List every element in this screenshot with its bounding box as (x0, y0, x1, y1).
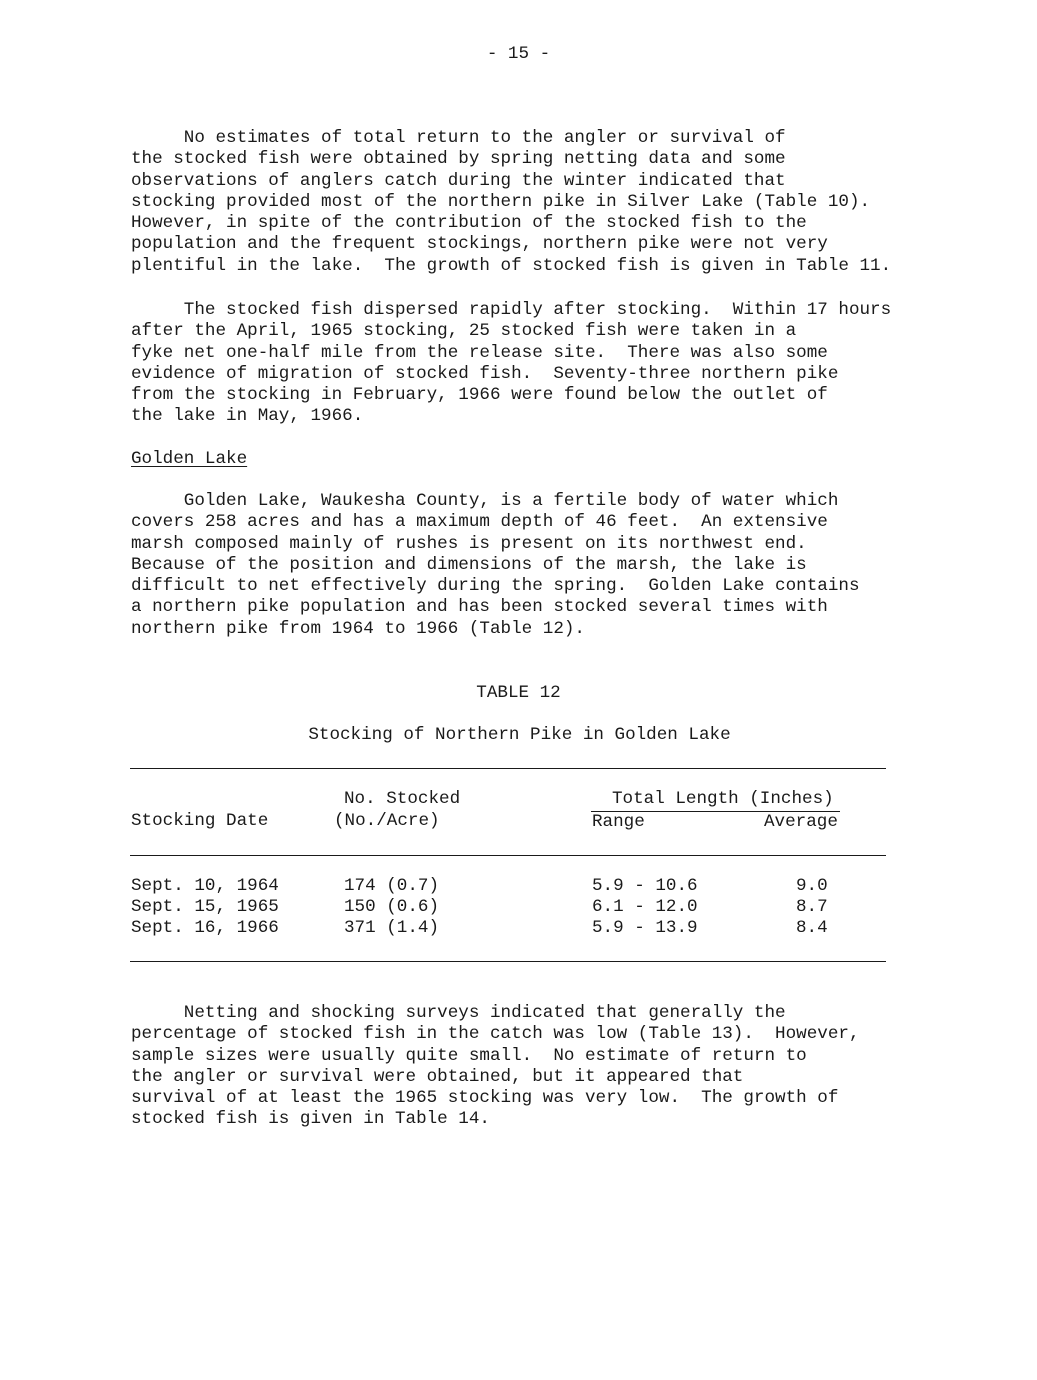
header-stocking-date: Stocking Date (131, 811, 269, 831)
cell-stocked: 174 (0.7) (344, 876, 440, 896)
table-bottom-rule (130, 961, 886, 962)
header-no-stocked: No. Stocked (344, 789, 461, 809)
cell-average: 9.0 (796, 876, 828, 896)
header-average: Average (764, 812, 838, 832)
cell-average: 8.4 (796, 918, 828, 938)
paragraph-dispersal: The stocked fish dispersed rapidly after stocking. Within 17 hours after the April, 1965 stocking, 25 stocked fish were taken in a fyke net one-half mile from the release site. There was also some evidence of migration of stocked fish. Seventy-three northern pike from the stocking in February, 1966 were found below the outlet of the lake in May, 1966. (131, 300, 892, 427)
table-top-rule (130, 768, 886, 769)
table-title: Stocking of Northern Pike in Golden Lake (308, 725, 731, 745)
header-no-per-acre: (No./Acre) (334, 811, 440, 831)
cell-range: 6.1 - 12.0 (592, 897, 698, 917)
header-range: Range (592, 812, 645, 832)
section-heading-golden-lake: Golden Lake (131, 449, 248, 469)
cell-stocked: 371 (1.4) (344, 918, 440, 938)
cell-date: Sept. 16, 1966 (131, 918, 279, 938)
cell-date: Sept. 15, 1965 (131, 897, 279, 917)
cell-date: Sept. 10, 1964 (131, 876, 279, 896)
header-total-length: Total Length (Inches) (612, 789, 834, 809)
paragraph-golden-lake-description: Golden Lake, Waukesha County, is a fertile body of water which covers 258 acres and has a maximum depth of 46 feet. An extensive marsh composed mainly of rushes is present on its northwest end. Because of the position and dimensions of the marsh, the lake is difficult to net effectively during the spring. Golden Lake contains a northern pike population and has been stocked several times with northern pike from 1964 to 1966 (Table 12). (131, 491, 860, 639)
cell-average: 8.7 (796, 897, 828, 917)
table-number: TABLE 12 (476, 683, 561, 703)
cell-range: 5.9 - 13.9 (592, 918, 698, 938)
page-number: - 15 - (486, 44, 551, 64)
cell-range: 5.9 - 10.6 (592, 876, 698, 896)
cell-stocked: 150 (0.6) (344, 897, 440, 917)
paragraph-netting-surveys: Netting and shocking surveys indicated that generally the percentage of stocked fish in the catch was low (Table 13). However, sample sizes were usually quite small. No estimate of return to the angler or survival were obtained, but it appeared that survival of at least the 1965 stocking was very low. The growth of stocked fish is given in Table 14. (131, 1003, 860, 1130)
paragraph-silver-lake-returns: No estimates of total return to the angler or survival of the stocked fish were obtained by spring netting data and some observations of anglers catch during the winter indicated that stocking provided most of the northern pike in Silver Lake (Table 10). However, in spite of the contribution of the stocked fish to the population and the frequent stockings, northern pike were not very plentiful in the lake. The growth of stocked fish is given in Table 11. (131, 128, 892, 276)
table-header-rule (130, 855, 886, 856)
